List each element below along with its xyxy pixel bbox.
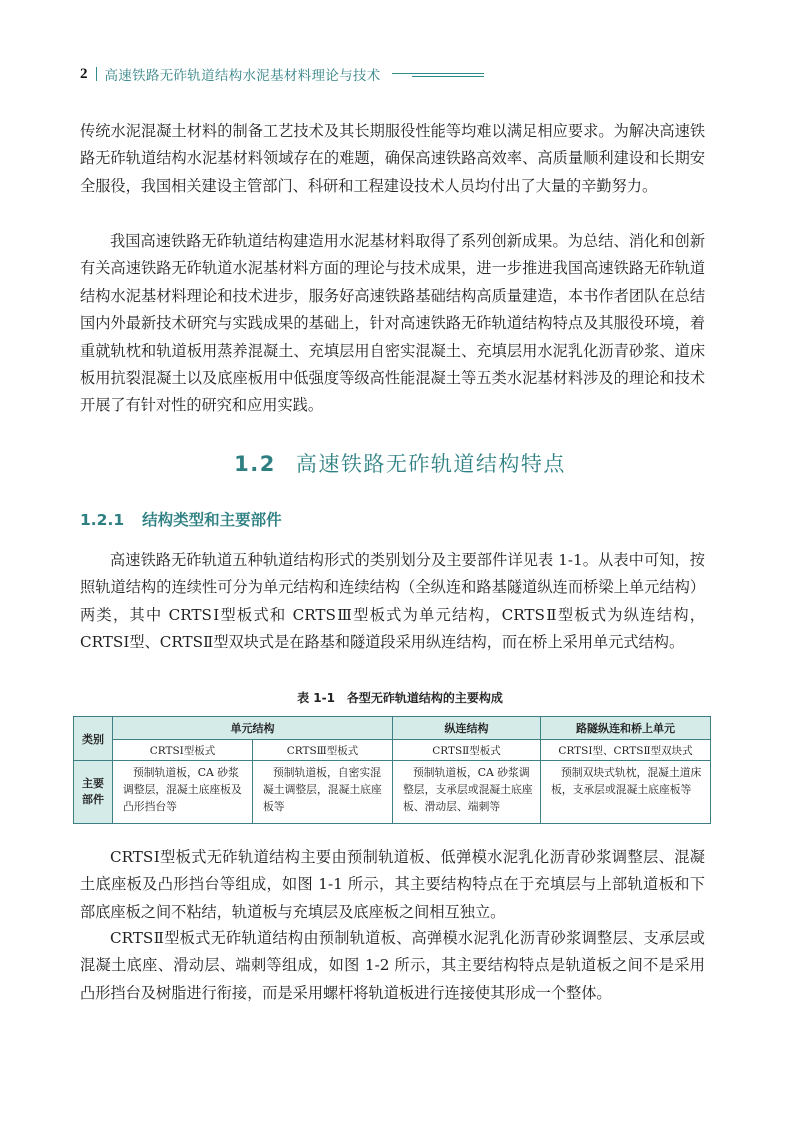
main-parts-label-line1: 主要 bbox=[82, 777, 104, 790]
paragraph-structure-types: 高速铁路无砟轨道五种轨道结构形式的类别划分及主要部件详见表 1-1。从表中可知，按照轨道结构的连续性可分为单元结构和连续结构（全纵连和路基隧道纵连而桥梁上单元结构）两类，其中 CRTSⅠ型板式和 CRTSⅢ型板式为单元结构，CRTSⅡ型板式为纵连结构，CRTSⅠ型、CRTSⅡ型双块式是在路基和隧道段采用纵连结构，而在桥上采用单元式结构。 bbox=[80, 551, 705, 652]
section-title: 高速铁路无砟轨道结构特点 bbox=[295, 452, 566, 476]
section-number: 1.2 bbox=[234, 452, 276, 476]
paragraph-intro-continued: 传统水泥混凝土材料的制备工艺技术及其长期服役性能等均难以满足相应要求。为解决高速铁路无砟轨道结构水泥基材料领域存在的难题，确保高速铁路高效率、高质量顺利建设和长期安全服役，我国相关建设主管部门、科研和工程建设技术人员均付出了大量的辛勤努力。 bbox=[80, 122, 705, 195]
subsection-heading bbox=[80, 508, 282, 530]
type-crts1-slab: CRTSⅠ型板式 bbox=[113, 740, 253, 761]
category-header: 类别 bbox=[74, 717, 113, 761]
group-header-unit: 单元结构 bbox=[113, 717, 393, 740]
section-heading bbox=[0, 448, 800, 478]
table-number: 表 1-1 bbox=[297, 691, 335, 705]
table-caption bbox=[0, 689, 800, 706]
subsection-number: 1.2.1 bbox=[80, 511, 125, 529]
header-divider bbox=[96, 67, 97, 81]
type-crts3-slab: CRTSⅢ型板式 bbox=[253, 740, 393, 761]
subsection-title: 结构类型和主要部件 bbox=[142, 511, 282, 529]
parts-double-block: 预制双块式轨枕，混凝土道床板，支承层或混凝土底座板等 bbox=[541, 761, 711, 824]
book-title: 高速铁路无砟轨道结构水泥基材料理论与技术 bbox=[104, 68, 381, 84]
parts-crts1-slab: 预制轨道板，CA 砂浆调整层，混凝土底座板及凸形挡台等 bbox=[113, 761, 253, 824]
header-decorative-rule bbox=[392, 73, 484, 78]
paragraph-crts2: CRTSⅡ型板式无砟轨道结构由预制轨道板、高弹模水泥乳化沥青砂浆调整层、支承层或混凝土底座、滑动层、端刺等组成，如图 1-2 所示，其主要结构特点是轨道板之间不是采用凸形挡台及树脂进行衔接，而是采用螺杆将轨道板进行连接使其形成一个整体。 bbox=[80, 929, 705, 1002]
paragraph-crts1: CRTSⅠ型板式无砟轨道结构主要由预制轨道板、低弹模水泥乳化沥青砂浆调整层、混凝土底座板及凸形挡台等组成，如图 1-1 所示，其主要结构特点在于充填层与上部轨道板和下部底座板之间不粘结，轨道板与充填层及底座板之间相互独立。 bbox=[80, 848, 705, 921]
group-header-longitudinal: 纵连结构 bbox=[393, 717, 541, 740]
main-parts-header bbox=[74, 761, 113, 824]
table-title: 各型无砟轨道结构的主要构成 bbox=[346, 691, 503, 705]
group-header-mixed: 路隧纵连和桥上单元 bbox=[541, 717, 711, 740]
paragraph-research-summary: 我国高速铁路无砟轨道结构建造用水泥基材料取得了系列创新成果。为总结、消化和创新有关高速铁路无砟轨道水泥基材料方面的理论与技术成果，进一步推进我国高速铁路无砟轨道结构水泥基材料理论和技术进步，服务好高速铁路基础结构高质量建造，本书作者团队在总结国内外最新技术研究与实践成果的基础上，针对高速铁路无砟轨道结构特点及其服役环境，着重就轨枕和轨道板用蒸养混凝土、充填层用自密实混凝土、充填层用水泥乳化沥青砂浆、道床板用抗裂混凝土以及底座板用中低强度等级高性能混凝土等五类水泥基材料涉及的理论和技术开展了有针对性的研究和应用实践。 bbox=[80, 232, 705, 415]
parts-crts2-slab: 预制轨道板，CA 砂浆调整层，支承层或混凝土底座板、滑动层、端刺等 bbox=[393, 761, 541, 824]
running-header bbox=[80, 63, 381, 85]
page-number: 2 bbox=[80, 65, 88, 82]
parts-crts3-slab: 预制轨道板，自密实混凝土调整层，混凝土底座板等 bbox=[253, 761, 393, 824]
type-crts2-slab: CRTSⅡ型板式 bbox=[393, 740, 541, 761]
main-parts-label-line2: 部件 bbox=[82, 793, 104, 806]
type-double-block: CRTSⅠ型、CRTSⅡ型双块式 bbox=[541, 740, 711, 761]
track-structure-table bbox=[73, 716, 711, 824]
